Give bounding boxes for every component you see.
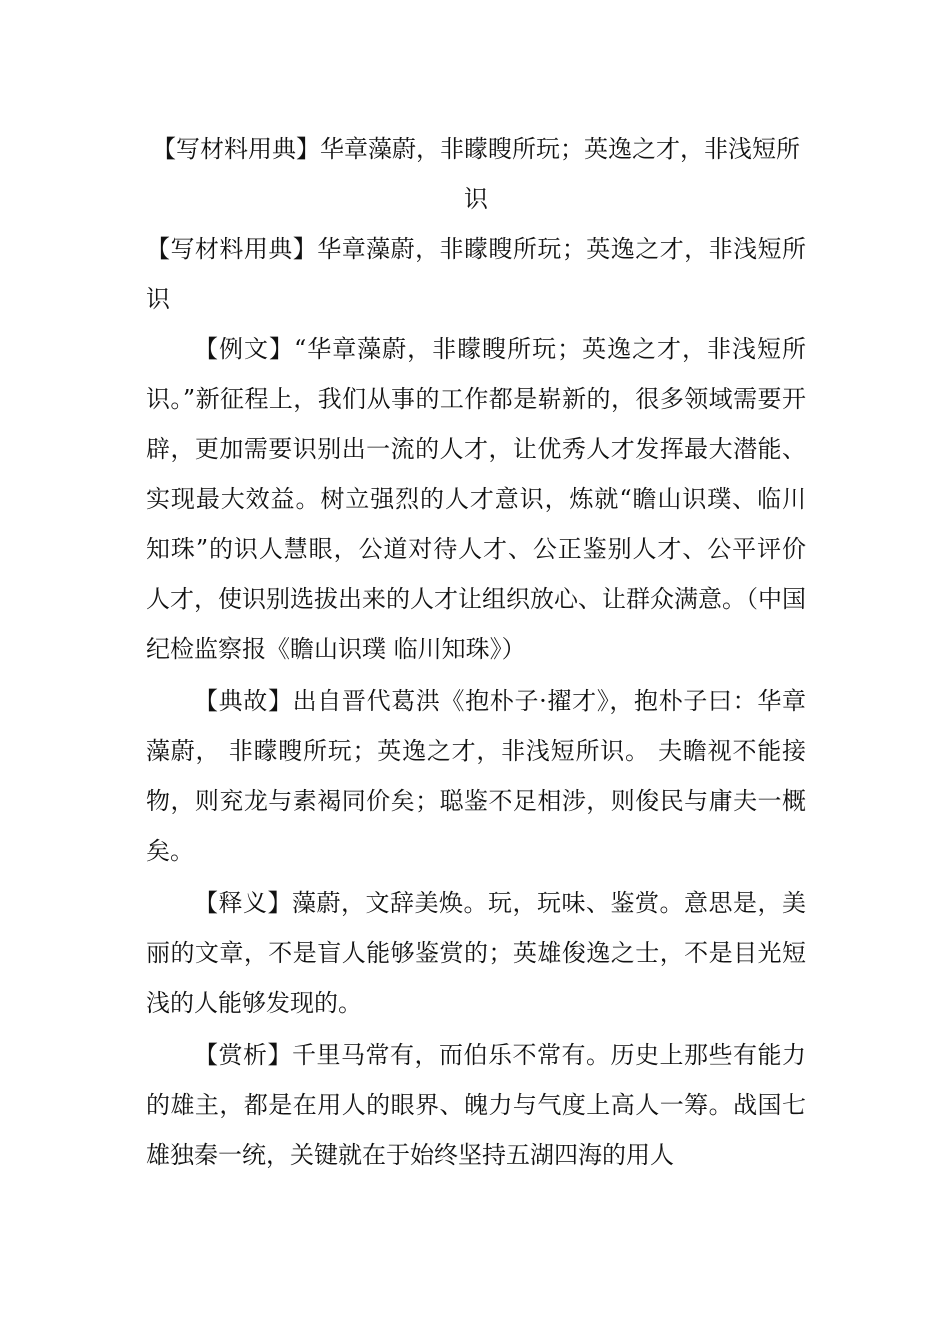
document-page bbox=[146, 124, 806, 1180]
analysis-paragraph: 【赏析】千里马常有，而伯乐不常有。历史上那些有能力的雄主，都是在用人的眼界、魄力与气度上高人一筹。战国七雄独秦一统，关键就在于始终坚持五湖四海的用人 bbox=[146, 1041, 806, 1169]
document-title: 【写材料用典】华章藻蔚，非矇瞍所玩；英逸之才，非浅短所识 bbox=[152, 135, 800, 213]
allusion-paragraph: 【典故】出自晋代葛洪《抱朴子·擢才》，抱朴子曰：华章藻蔚， 非矇瞍所玩；英逸之才，非浅短所识。 夫瞻视不能接物，则兖龙与素褐同价矣；聪鉴不足相涉，则俊民与庸夫一概矣。 bbox=[146, 687, 806, 865]
example-paragraph: 【例文】“华章藻蔚，非矇瞍所玩；英逸之才，非浅短所识。”新征程上，我们从事的工作都是崭新的，很多领域需要开辟，更加需要识别出一流的人才，让优秀人才发挥最大潜能、实现最大效益。树立强烈的人才意识，炼就“瞻山识璞、临川知珠”的识人慧眼，公道对待人才、公正鉴别人才、公平评价人才，使识别选拔出来的人才让组织放心、让群众满意。（中国纪检监察报《瞻山识璞 临川知珠》） bbox=[146, 335, 806, 663]
document-subtitle: 【写材料用典】华章藻蔚，非矇瞍所玩；英逸之才，非浅短所识 bbox=[146, 235, 806, 313]
meaning-paragraph: 【释义】藻蔚，文辞美焕。玩，玩味、鉴赏。意思是，美丽的文章，不是盲人能够鉴赏的；英雄俊逸之士，不是目光短浅的人能够发现的。 bbox=[146, 889, 806, 1017]
